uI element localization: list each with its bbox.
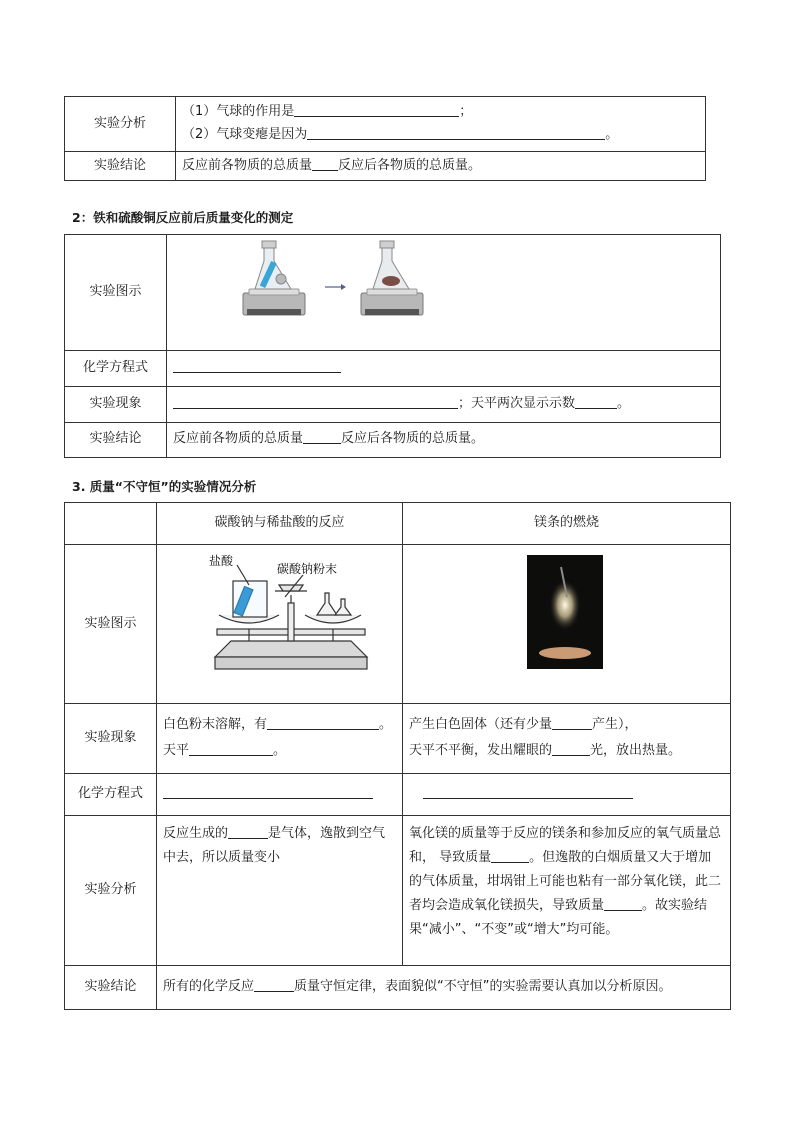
- phenomenon-end: 。: [617, 395, 631, 411]
- row-label-phenomenon: 实验现象: [65, 386, 167, 422]
- phen-right-2-before: 天平不平衡，发出耀眼的: [409, 743, 553, 759]
- conclusion-cell-2: [167, 422, 721, 457]
- diagram-cell: [167, 235, 721, 351]
- analysis-line-1-end: ；: [459, 104, 473, 120]
- row-label-conclusion-2: 实验结论: [65, 422, 167, 457]
- analysis-line-2-end: 。: [605, 127, 619, 142]
- blank-balloon-role[interactable]: [294, 103, 459, 117]
- analysis-right-p3: 。故实验结果“减小”、“不变”或“增大”均可能。: [409, 897, 708, 937]
- experiment-table-2: [64, 234, 721, 458]
- blank-balloon-deflate[interactable]: [307, 126, 605, 140]
- phen-right-2-after: 光，放出热量。: [590, 743, 682, 759]
- conclusion-3-before: 所有的化学反应: [163, 978, 255, 994]
- phen-left-1-after: 。: [379, 717, 393, 733]
- row-label-diagram-3: 实验图示: [65, 545, 157, 704]
- col-header-sodium-carbonate: 碳酸钠与稀盐酸的反应: [157, 503, 403, 545]
- header-empty-cell: [65, 503, 157, 545]
- blank-gas-name[interactable]: [228, 825, 268, 839]
- blank-equation-mg[interactable]: [423, 785, 633, 799]
- blank-mass-change-2[interactable]: [604, 897, 642, 911]
- blank-balance-readings[interactable]: [575, 395, 617, 409]
- phen-left-2-before: 天平: [163, 743, 190, 759]
- equation-cell: [167, 350, 721, 386]
- row-label-analysis-3: 实验分析: [65, 815, 157, 965]
- blank-conclusion-2[interactable]: [303, 430, 341, 444]
- section-3-heading: 3. 质量“不守恒”的实验情况分析: [72, 479, 257, 494]
- conclusion-3-after: 质量守恒定律，表面貌似“不守恒”的实验需要认真加以分析原因。: [294, 978, 672, 994]
- analysis-left-before: 反应生成的: [163, 825, 229, 841]
- conclusion-cell-3: [157, 965, 731, 1009]
- analysis-right-p1: 氧化镁的质量等于反应的镁条和参加反应的氧气质量总和， 导致质量: [409, 825, 722, 865]
- analysis-right-cell: [403, 815, 731, 965]
- magnesium-photo-cell: [403, 545, 731, 704]
- ash-pan-icon: [539, 647, 591, 659]
- col-header-magnesium: 镁条的燃烧: [403, 503, 731, 545]
- conclusion-text-after: 反应后各物质的总质量。: [338, 157, 482, 173]
- analysis-line-1: （1）气球的作用是: [182, 104, 295, 120]
- blank-bubbles[interactable]: [267, 716, 379, 730]
- conclusion-text-before: 反应前各物质的总质量: [182, 157, 313, 173]
- phenomenon-mid: ；天平两次显示示数: [458, 395, 576, 411]
- blank-equation-2[interactable]: [173, 359, 341, 373]
- blank-light-color[interactable]: [552, 742, 590, 756]
- section-2-heading: 2：铁和硫酸铜反应前后质量变化的测定: [72, 210, 294, 225]
- conclusion-cell: [176, 152, 706, 181]
- phen-right-1-before: 产生白色固体（还有少量: [409, 717, 553, 733]
- phenomenon-cell: [167, 386, 721, 422]
- blank-white-smoke[interactable]: [552, 716, 592, 730]
- beam-balance-icon: [215, 565, 367, 669]
- row-label-equation-3: 化学方程式: [65, 773, 157, 815]
- balance-after-icon: [361, 241, 423, 315]
- analysis-line-2: （2）气球变瘪是因为: [182, 127, 308, 142]
- conclusion-2-before: 反应前各物质的总质量: [173, 431, 304, 447]
- analysis-table-1: [64, 96, 706, 181]
- analysis-left-cell: [157, 815, 403, 965]
- phen-right-1-after: 产生），: [592, 717, 638, 733]
- conclusion-2-after: 反应后各物质的总质量。: [341, 431, 485, 447]
- row-label-analysis: 实验分析: [65, 97, 176, 152]
- blank-mass-change-1[interactable]: [491, 849, 529, 863]
- analysis-cell: [176, 97, 706, 152]
- phenomenon-left-cell: [157, 703, 403, 773]
- balance-before-icon: [243, 241, 305, 315]
- row-label-diagram: 实验图示: [65, 235, 167, 351]
- blank-balance-state[interactable]: [189, 742, 273, 756]
- arrow-icon: [325, 284, 346, 290]
- equation-left-cell: [157, 773, 403, 815]
- row-label-conclusion: 实验结论: [65, 152, 176, 181]
- balance-diagram-cell: [157, 545, 403, 704]
- row-label-conclusion-3: 实验结论: [65, 965, 157, 1009]
- blank-follow-law[interactable]: [254, 978, 294, 992]
- label-sodium-carbonate-powder: 碳酸钠粉末: [277, 562, 338, 576]
- beam-balance-diagram: [157, 545, 403, 693]
- blank-conclusion-1[interactable]: [312, 157, 338, 171]
- row-label-equation: 化学方程式: [65, 350, 167, 386]
- magnesium-burning-photo: [403, 545, 731, 693]
- phenomenon-right-cell: [403, 703, 731, 773]
- phen-left-1-before: 白色粉末溶解，有: [163, 717, 268, 733]
- label-hydrochloric-acid: 盐酸: [209, 554, 234, 568]
- iron-copper-sulfate-diagram: [167, 235, 722, 340]
- experiment-table-3: [64, 502, 731, 1010]
- phen-left-2-after: 。: [273, 743, 287, 759]
- blank-phenomenon-2[interactable]: [173, 395, 458, 409]
- equation-right-cell: [403, 773, 731, 815]
- row-label-phenomenon-3: 实验现象: [65, 703, 157, 773]
- analysis-right-p2: 。但逸散的白烟质量又大于增加的气体质量，坩埚钳上可能也粘有一部分氧化镁，此二者均会造成氧化镁损失，导致质量: [409, 849, 722, 913]
- analysis-left-after: 是气体，逸散到空气中去，所以质量变小: [163, 825, 386, 865]
- blank-equation-na2co3[interactable]: [163, 785, 373, 799]
